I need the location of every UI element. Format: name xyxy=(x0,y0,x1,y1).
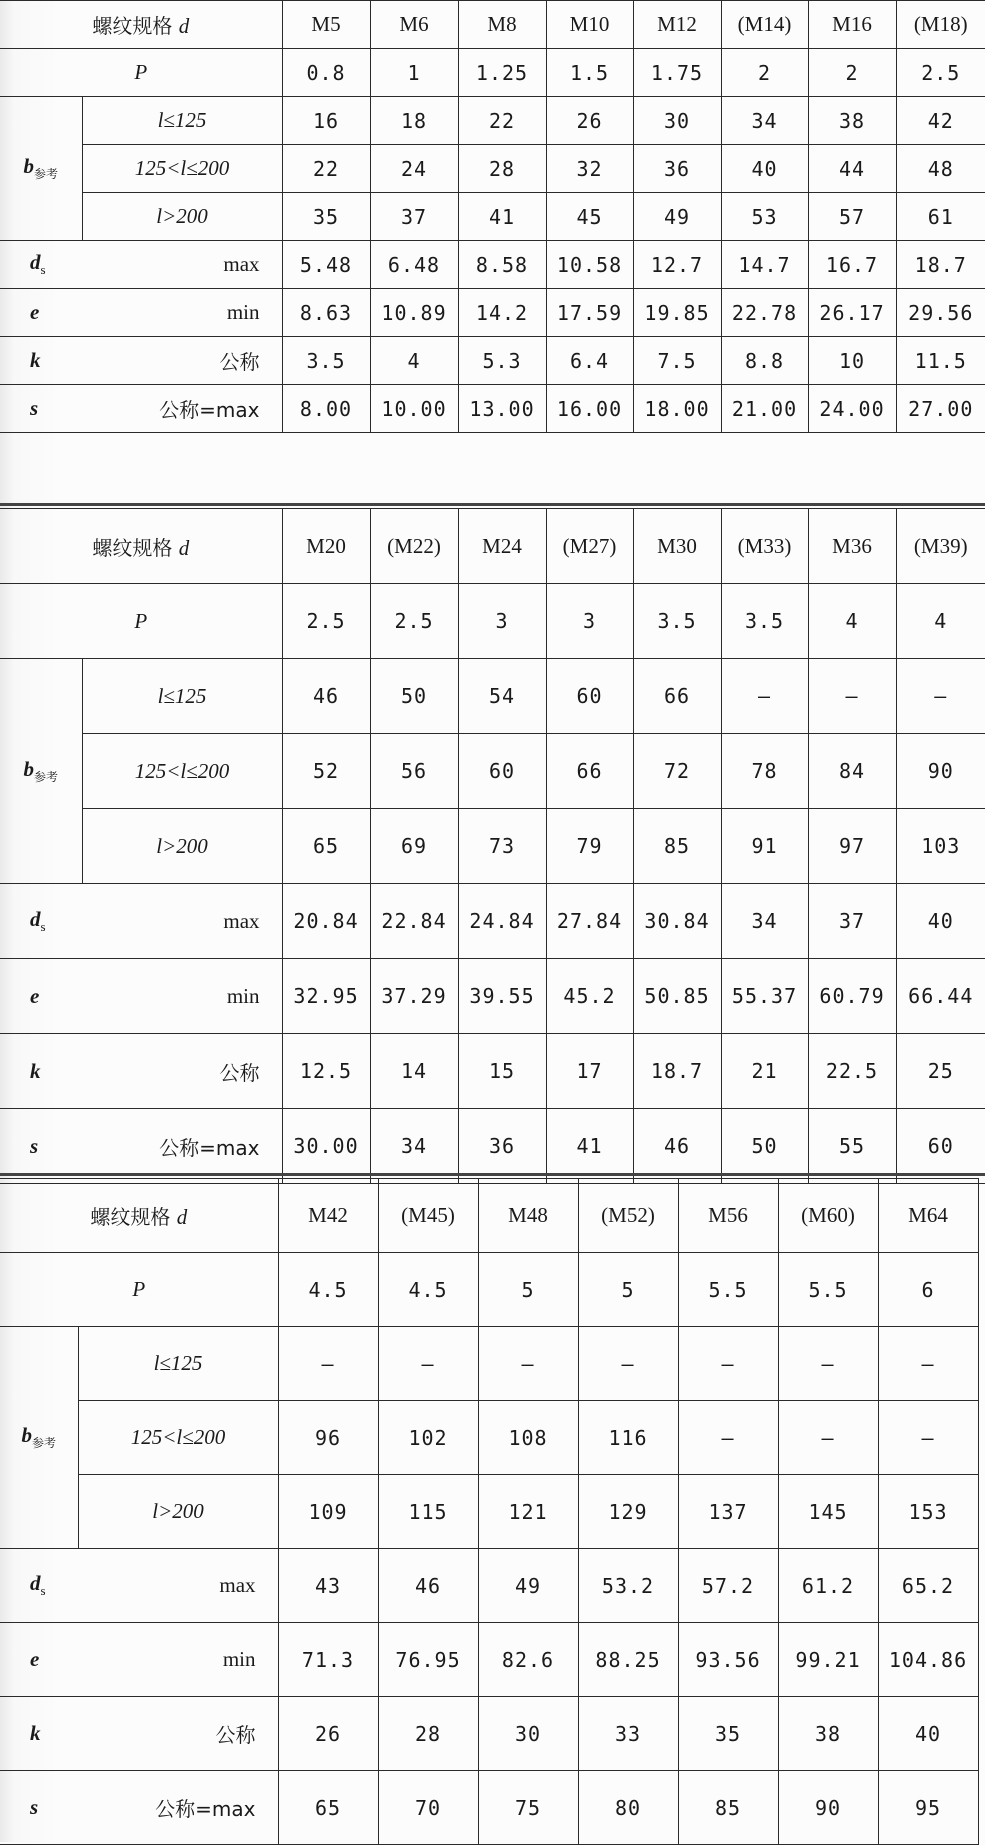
k-cell: 15 xyxy=(458,1034,546,1109)
pitch-cell: 2 xyxy=(721,49,808,97)
cond-125-200: 125<l≤200 xyxy=(78,1401,278,1475)
k-cell: 25 xyxy=(896,1034,985,1109)
pitch-cell: 4.5 xyxy=(278,1253,378,1327)
pitch-cell: 2.5 xyxy=(896,49,985,97)
e-label: e min xyxy=(0,959,282,1034)
ds-cell: 49 xyxy=(478,1549,578,1623)
spec-cell: M24 xyxy=(458,509,546,584)
pitch-label: P xyxy=(0,49,282,97)
s-cell: 36 xyxy=(458,1109,546,1184)
s-cell: 60 xyxy=(896,1109,985,1184)
spec-cell: M5 xyxy=(282,1,370,49)
k-label: k 公称 xyxy=(0,1034,282,1109)
s-cell: 75 xyxy=(478,1771,578,1845)
b-cell: 28 xyxy=(458,145,546,193)
bolt-dimensions-table-3 xyxy=(0,1178,979,1845)
k-cell: 28 xyxy=(378,1697,478,1771)
b-cell: 22 xyxy=(282,145,370,193)
k-cell: 38 xyxy=(778,1697,878,1771)
ds-cell: 20.84 xyxy=(282,884,370,959)
s-row xyxy=(0,1771,978,1845)
pitch-label: P xyxy=(0,1253,278,1327)
b-cell: 30 xyxy=(633,97,721,145)
b-cell: — xyxy=(378,1327,478,1401)
k-cell: 26 xyxy=(278,1697,378,1771)
k-cell: 21 xyxy=(721,1034,808,1109)
k-cell: 5.3 xyxy=(458,337,546,385)
spec-cell: (M45) xyxy=(378,1179,478,1253)
e-cell: 10.89 xyxy=(370,289,458,337)
e-cell: 55.37 xyxy=(721,959,808,1034)
b-cell: 115 xyxy=(378,1475,478,1549)
ds-cell: 14.7 xyxy=(721,241,808,289)
b-cell: 36 xyxy=(633,145,721,193)
b-cell: 66 xyxy=(546,734,633,809)
cond-125-200: 125<l≤200 xyxy=(82,145,282,193)
b-cell: 26 xyxy=(546,97,633,145)
e-cell: 29.56 xyxy=(896,289,985,337)
k-cell: 3.5 xyxy=(282,337,370,385)
bolt-dimensions-table-2 xyxy=(0,508,985,1184)
spec-cell: (M14) xyxy=(721,1,808,49)
ds-cell: 12.7 xyxy=(633,241,721,289)
b-cell: 61 xyxy=(896,193,985,241)
b-ref-label: $b_{参考}$ xyxy=(0,97,82,241)
b-cell: 53 xyxy=(721,193,808,241)
b-cell: — xyxy=(896,659,985,734)
ds-cell: 37 xyxy=(808,884,896,959)
s-cell: 21.00 xyxy=(721,385,808,433)
s-cell: 95 xyxy=(878,1771,978,1845)
ds-cell: 16.7 xyxy=(808,241,896,289)
spec-cell: M12 xyxy=(633,1,721,49)
pitch-cell: 6 xyxy=(878,1253,978,1327)
s-cell: 65 xyxy=(278,1771,378,1845)
b-cell: 145 xyxy=(778,1475,878,1549)
spec-row xyxy=(0,509,985,584)
ds-cell: 65.2 xyxy=(878,1549,978,1623)
pitch-row xyxy=(0,1253,978,1327)
e-cell: 82.6 xyxy=(478,1623,578,1697)
b-cell: 96 xyxy=(278,1401,378,1475)
ds-cell: 34 xyxy=(721,884,808,959)
e-cell: 32.95 xyxy=(282,959,370,1034)
cond-le-125: l≤125 xyxy=(82,97,282,145)
b-cell: 60 xyxy=(546,659,633,734)
b-cell: 35 xyxy=(282,193,370,241)
bolt-dimensions-table-1 xyxy=(0,0,985,433)
b-cell: 40 xyxy=(721,145,808,193)
s-cell: 85 xyxy=(678,1771,778,1845)
s-cell: 30.00 xyxy=(282,1109,370,1184)
e-label: e min xyxy=(0,289,282,337)
spec-cell: M20 xyxy=(282,509,370,584)
b-row-2 xyxy=(0,734,985,809)
section-divider xyxy=(0,503,985,506)
pitch-cell: 1.75 xyxy=(633,49,721,97)
ds-label: $d_s$ max xyxy=(0,241,282,289)
spec-row xyxy=(0,1179,978,1253)
b-cell: — xyxy=(578,1327,678,1401)
pitch-cell: 3.5 xyxy=(633,584,721,659)
b-row-1 xyxy=(0,1327,978,1401)
b-cell: 121 xyxy=(478,1475,578,1549)
section-divider xyxy=(0,1173,985,1176)
e-cell: 17.59 xyxy=(546,289,633,337)
b-cell: 72 xyxy=(633,734,721,809)
b-cell: — xyxy=(478,1327,578,1401)
b-cell: 49 xyxy=(633,193,721,241)
k-cell: 30 xyxy=(478,1697,578,1771)
e-cell: 37.29 xyxy=(370,959,458,1034)
k-label: k 公称 xyxy=(0,1697,278,1771)
e-cell: 60.79 xyxy=(808,959,896,1034)
ds-cell: 22.84 xyxy=(370,884,458,959)
b-row-1 xyxy=(0,97,985,145)
e-cell: 26.17 xyxy=(808,289,896,337)
s-label: s 公称=max xyxy=(0,1109,282,1184)
s-cell: 80 xyxy=(578,1771,678,1845)
cond-gt-200: l>200 xyxy=(82,193,282,241)
b-cell: — xyxy=(808,659,896,734)
pitch-cell: 4 xyxy=(896,584,985,659)
spec-cell: (M18) xyxy=(896,1,985,49)
k-row xyxy=(0,1034,985,1109)
b-cell: — xyxy=(678,1327,778,1401)
ds-cell: 30.84 xyxy=(633,884,721,959)
e-cell: 71.3 xyxy=(278,1623,378,1697)
b-cell: 109 xyxy=(278,1475,378,1549)
b-cell: 116 xyxy=(578,1401,678,1475)
s-cell: 41 xyxy=(546,1109,633,1184)
ds-row xyxy=(0,241,985,289)
spec-cell: (M22) xyxy=(370,509,458,584)
pitch-cell: 5.5 xyxy=(778,1253,878,1327)
spec-row xyxy=(0,1,985,49)
s-cell: 34 xyxy=(370,1109,458,1184)
b-cell: 137 xyxy=(678,1475,778,1549)
b-cell: 108 xyxy=(478,1401,578,1475)
pitch-row xyxy=(0,584,985,659)
b-row-3 xyxy=(0,193,985,241)
k-cell: 6.4 xyxy=(546,337,633,385)
pitch-cell: 2.5 xyxy=(370,584,458,659)
s-cell: 16.00 xyxy=(546,385,633,433)
e-cell: 104.86 xyxy=(878,1623,978,1697)
spec-cell: M48 xyxy=(478,1179,578,1253)
cond-gt-200: l>200 xyxy=(78,1475,278,1549)
e-cell: 88.25 xyxy=(578,1623,678,1697)
spec-cell: M56 xyxy=(678,1179,778,1253)
s-cell: 46 xyxy=(633,1109,721,1184)
e-cell: 8.63 xyxy=(282,289,370,337)
b-cell: 41 xyxy=(458,193,546,241)
b-row-2 xyxy=(0,145,985,193)
ds-cell: 61.2 xyxy=(778,1549,878,1623)
b-cell: 60 xyxy=(458,734,546,809)
pitch-row xyxy=(0,49,985,97)
spec-cell: (M27) xyxy=(546,509,633,584)
e-cell: 76.95 xyxy=(378,1623,478,1697)
ds-cell: 18.7 xyxy=(896,241,985,289)
s-cell: 10.00 xyxy=(370,385,458,433)
b-row-1 xyxy=(0,659,985,734)
s-cell: 18.00 xyxy=(633,385,721,433)
e-cell: 22.78 xyxy=(721,289,808,337)
ds-cell: 24.84 xyxy=(458,884,546,959)
s-cell: 13.00 xyxy=(458,385,546,433)
ds-label: $d_s$ max xyxy=(0,884,282,959)
s-cell: 8.00 xyxy=(282,385,370,433)
ds-cell: 40 xyxy=(896,884,985,959)
b-row-2 xyxy=(0,1401,978,1475)
k-cell: 14 xyxy=(370,1034,458,1109)
b-cell: 85 xyxy=(633,809,721,884)
pitch-cell: 2.5 xyxy=(282,584,370,659)
b-cell: 32 xyxy=(546,145,633,193)
b-cell: 16 xyxy=(282,97,370,145)
s-cell: 55 xyxy=(808,1109,896,1184)
k-cell: 35 xyxy=(678,1697,778,1771)
b-cell: 56 xyxy=(370,734,458,809)
b-cell: 50 xyxy=(370,659,458,734)
ds-row xyxy=(0,884,985,959)
e-cell: 93.56 xyxy=(678,1623,778,1697)
pitch-cell: 5.5 xyxy=(678,1253,778,1327)
b-cell: — xyxy=(878,1401,978,1475)
s-row xyxy=(0,385,985,433)
spec-cell: M42 xyxy=(278,1179,378,1253)
k-label: k 公称 xyxy=(0,337,282,385)
s-cell: 24.00 xyxy=(808,385,896,433)
spec-cell: M64 xyxy=(878,1179,978,1253)
b-cell: 52 xyxy=(282,734,370,809)
e-cell: 39.55 xyxy=(458,959,546,1034)
k-row xyxy=(0,1697,978,1771)
ds-cell: 5.48 xyxy=(282,241,370,289)
k-cell: 11.5 xyxy=(896,337,985,385)
ds-row xyxy=(0,1549,978,1623)
b-cell: 69 xyxy=(370,809,458,884)
e-row xyxy=(0,1623,978,1697)
k-cell: 22.5 xyxy=(808,1034,896,1109)
b-cell: 38 xyxy=(808,97,896,145)
ds-label: $d_s$ max xyxy=(0,1549,278,1623)
b-cell: 42 xyxy=(896,97,985,145)
pitch-cell: 1 xyxy=(370,49,458,97)
b-cell: 18 xyxy=(370,97,458,145)
pitch-cell: 2 xyxy=(808,49,896,97)
b-cell: — xyxy=(721,659,808,734)
b-cell: 24 xyxy=(370,145,458,193)
k-row xyxy=(0,337,985,385)
k-cell: 18.7 xyxy=(633,1034,721,1109)
ds-cell: 10.58 xyxy=(546,241,633,289)
ds-cell: 8.58 xyxy=(458,241,546,289)
b-cell: 48 xyxy=(896,145,985,193)
b-cell: 66 xyxy=(633,659,721,734)
pitch-cell: 0.8 xyxy=(282,49,370,97)
s-cell: 90 xyxy=(778,1771,878,1845)
ds-cell: 6.48 xyxy=(370,241,458,289)
spec-cell: M6 xyxy=(370,1,458,49)
k-cell: 40 xyxy=(878,1697,978,1771)
k-cell: 4 xyxy=(370,337,458,385)
spec-cell: (M39) xyxy=(896,509,985,584)
s-label: s 公称=max xyxy=(0,385,282,433)
b-cell: 44 xyxy=(808,145,896,193)
pitch-cell: 4.5 xyxy=(378,1253,478,1327)
b-cell: — xyxy=(878,1327,978,1401)
ds-cell: 53.2 xyxy=(578,1549,678,1623)
e-cell: 66.44 xyxy=(896,959,985,1034)
b-row-3 xyxy=(0,1475,978,1549)
e-row xyxy=(0,289,985,337)
k-cell: 12.5 xyxy=(282,1034,370,1109)
spec-cell: (M52) xyxy=(578,1179,678,1253)
b-cell: 73 xyxy=(458,809,546,884)
b-cell: 54 xyxy=(458,659,546,734)
b-cell: 57 xyxy=(808,193,896,241)
spec-label: 螺纹规格 d xyxy=(0,509,282,584)
spec-cell: M8 xyxy=(458,1,546,49)
spec-cell: M36 xyxy=(808,509,896,584)
s-cell: 70 xyxy=(378,1771,478,1845)
k-cell: 7.5 xyxy=(633,337,721,385)
b-cell: 46 xyxy=(282,659,370,734)
pitch-cell: 3 xyxy=(458,584,546,659)
b-row-3 xyxy=(0,809,985,884)
b-ref-label: $b_{参考}$ xyxy=(0,1327,78,1549)
s-cell: 27.00 xyxy=(896,385,985,433)
pitch-cell: 5 xyxy=(478,1253,578,1327)
b-cell: 129 xyxy=(578,1475,678,1549)
ds-cell: 43 xyxy=(278,1549,378,1623)
spec-cell: M16 xyxy=(808,1,896,49)
e-cell: 50.85 xyxy=(633,959,721,1034)
spec-cell: (M60) xyxy=(778,1179,878,1253)
b-cell: — xyxy=(778,1327,878,1401)
ds-cell: 27.84 xyxy=(546,884,633,959)
cond-le-125: l≤125 xyxy=(82,659,282,734)
spec-label: 螺纹规格 d xyxy=(0,1,282,49)
b-cell: 153 xyxy=(878,1475,978,1549)
k-cell: 8.8 xyxy=(721,337,808,385)
e-cell: 19.85 xyxy=(633,289,721,337)
b-cell: 78 xyxy=(721,734,808,809)
b-cell: 45 xyxy=(546,193,633,241)
cond-gt-200: l>200 xyxy=(82,809,282,884)
b-cell: 103 xyxy=(896,809,985,884)
pitch-cell: 1.25 xyxy=(458,49,546,97)
pitch-cell: 3 xyxy=(546,584,633,659)
e-cell: 99.21 xyxy=(778,1623,878,1697)
k-cell: 17 xyxy=(546,1034,633,1109)
b-cell: 34 xyxy=(721,97,808,145)
spec-cell: M10 xyxy=(546,1,633,49)
pitch-cell: 3.5 xyxy=(721,584,808,659)
cond-le-125: l≤125 xyxy=(78,1327,278,1401)
b-cell: — xyxy=(678,1401,778,1475)
b-cell: — xyxy=(778,1401,878,1475)
k-cell: 10 xyxy=(808,337,896,385)
cond-125-200: 125<l≤200 xyxy=(82,734,282,809)
b-cell: 65 xyxy=(282,809,370,884)
s-label: s 公称=max xyxy=(0,1771,278,1845)
k-cell: 33 xyxy=(578,1697,678,1771)
b-cell: 91 xyxy=(721,809,808,884)
s-cell: 50 xyxy=(721,1109,808,1184)
pitch-cell: 1.5 xyxy=(546,49,633,97)
spec-cell: M30 xyxy=(633,509,721,584)
pitch-cell: 5 xyxy=(578,1253,678,1327)
b-cell: 79 xyxy=(546,809,633,884)
ds-cell: 46 xyxy=(378,1549,478,1623)
pitch-label: P xyxy=(0,584,282,659)
b-cell: 84 xyxy=(808,734,896,809)
spec-label: 螺纹规格 d xyxy=(0,1179,278,1253)
b-cell: 37 xyxy=(370,193,458,241)
ds-cell: 57.2 xyxy=(678,1549,778,1623)
b-cell: 90 xyxy=(896,734,985,809)
b-cell: 97 xyxy=(808,809,896,884)
e-label: e min xyxy=(0,1623,278,1697)
b-cell: 102 xyxy=(378,1401,478,1475)
e-cell: 45.2 xyxy=(546,959,633,1034)
b-ref-label: $b_{参考}$ xyxy=(0,659,82,884)
spec-cell: (M33) xyxy=(721,509,808,584)
b-cell: 22 xyxy=(458,97,546,145)
e-row xyxy=(0,959,985,1034)
pitch-cell: 4 xyxy=(808,584,896,659)
e-cell: 14.2 xyxy=(458,289,546,337)
b-cell: — xyxy=(278,1327,378,1401)
